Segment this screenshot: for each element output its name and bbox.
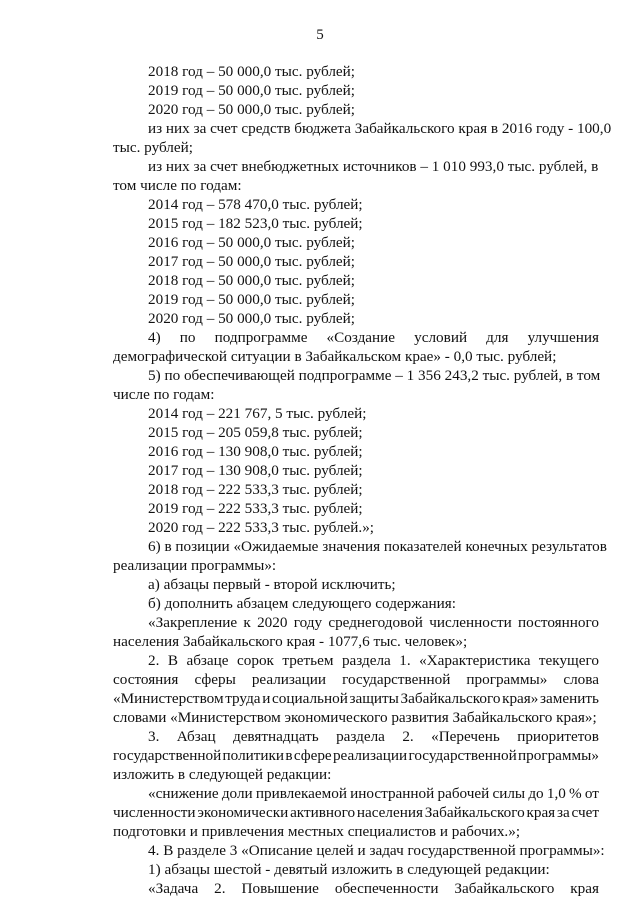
word: реализации	[332, 747, 408, 764]
paragraph-line: 2016 год – 50 000,0 тыс. рублей;	[148, 234, 356, 251]
word: в	[285, 747, 293, 764]
paragraph-line	[0, 651, 599, 670]
word: состояния	[113, 671, 179, 688]
word: третьем	[282, 652, 334, 669]
paragraph-line: реализации программы»:	[113, 557, 277, 574]
word: рабочей	[437, 785, 490, 802]
word: численности	[429, 614, 512, 631]
word: населения	[356, 804, 423, 821]
word: труда	[225, 690, 261, 707]
paragraph-line: 2019 год – 50 000,0 тыс. рублей;	[148, 291, 356, 308]
paragraph-line: 2014 год – 221 767, 5 тыс. рублей;	[148, 405, 367, 422]
paragraph-line: б) дополнить абзацем следующего содержания:	[148, 595, 456, 612]
paragraph-line: 6) в позиции «Ожидаемые значения показателей конечных результатов	[148, 538, 607, 555]
paragraph-line: 2016 год – 130 908,0 тыс. рублей;	[148, 443, 363, 460]
word: В	[167, 652, 178, 669]
paragraph-line	[0, 328, 599, 347]
word: социальной	[272, 690, 348, 707]
word: государственной	[342, 671, 451, 688]
word: Забайкальского	[454, 880, 555, 897]
paragraph-line: 2017 год – 50 000,0 тыс. рублей;	[148, 253, 356, 270]
word: обеспеченности	[334, 880, 439, 897]
word: слова	[563, 671, 599, 688]
word: по	[179, 329, 196, 346]
word: 2.	[148, 652, 160, 669]
word: численности	[113, 804, 196, 821]
word: «Закрепление	[148, 614, 238, 631]
word: привлекаемой	[255, 785, 347, 802]
paragraph-line	[0, 727, 599, 746]
word: до	[528, 785, 544, 802]
paragraph-line: том числе по годам:	[113, 177, 242, 194]
paragraph-line: подготовки и привлечения местных специалистов и рабочих.»;	[113, 823, 521, 840]
word: заменить	[540, 690, 599, 707]
word: счет	[571, 804, 599, 821]
page-number: 5	[316, 27, 324, 43]
paragraph-line: 2018 год – 50 000,0 тыс. рублей;	[148, 272, 356, 289]
word: к	[243, 614, 251, 631]
paragraph-line: 4. В разделе 3 «Описание целей и задач государственной программы»:	[148, 842, 605, 859]
word: 4)	[148, 329, 161, 346]
word: «Задача	[148, 880, 199, 897]
word: 2020	[257, 614, 288, 631]
word: 1,0	[546, 785, 566, 802]
paragraph-line	[0, 613, 599, 632]
paragraph-line: из них за счет внебюджетных источников – 1 010 993,0 тыс. рублей, в	[148, 158, 599, 175]
word: условий	[414, 329, 468, 346]
word: государственной	[113, 747, 222, 764]
word: края	[526, 804, 556, 821]
word: 2.	[214, 880, 226, 897]
paragraph-line: 2014 год – 578 470,0 тыс. рублей;	[148, 196, 363, 213]
paragraph-line: а) абзацы первый - второй исключить;	[148, 576, 396, 593]
word: «Характеристика	[419, 652, 531, 669]
word: улучшения	[527, 329, 599, 346]
word: Повышение	[241, 880, 319, 897]
paragraph-line	[0, 670, 599, 689]
paragraph-line: населения Забайкальского края - 1077,6 тыс. человек»;	[113, 633, 468, 650]
word: иностранной	[350, 785, 435, 802]
paragraph-line: 2018 год – 50 000,0 тыс. рублей;	[148, 63, 356, 80]
word: государственной	[408, 747, 517, 764]
paragraph-line	[0, 746, 599, 765]
word: силы	[492, 785, 526, 802]
paragraph-line: 2018 год – 222 533,3 тыс. рублей;	[148, 481, 363, 498]
word: раздела	[336, 728, 385, 745]
word: программы»	[466, 671, 548, 688]
word: «Перечень	[431, 728, 500, 745]
word: за	[556, 804, 570, 821]
word: девятнадцать	[232, 728, 319, 745]
word: края	[570, 880, 599, 897]
word: от	[584, 785, 599, 802]
paragraph-line	[0, 784, 599, 803]
paragraph-line: 2019 год – 50 000,0 тыс. рублей;	[148, 82, 356, 99]
paragraph-line: 2019 год – 222 533,3 тыс. рублей;	[148, 500, 363, 517]
word: «Создание	[326, 329, 396, 346]
paragraph-line: числе по годам:	[113, 386, 215, 403]
word: Абзац	[176, 728, 216, 745]
word: для	[486, 329, 509, 346]
word: активного	[290, 804, 356, 821]
word: постоянного	[518, 614, 599, 631]
paragraph-line: словами «Министерством экономического развития Забайкальского края»;	[113, 709, 597, 726]
word: «Министерством	[113, 690, 224, 707]
word: раздела	[341, 652, 391, 669]
word: сорок	[237, 652, 274, 669]
paragraph-line: 2015 год – 182 523,0 тыс. рублей;	[148, 215, 363, 232]
word: подпрограмме	[214, 329, 308, 346]
word: Забайкальского	[400, 690, 501, 707]
paragraph-line: 2015 год – 205 059,8 тыс. рублей;	[148, 424, 363, 441]
word: защиты	[349, 690, 399, 707]
word: текущего	[538, 652, 599, 669]
paragraph-line: 1) абзацы шестой - девятый изложить в следующей редакции:	[148, 861, 550, 878]
paragraph-line	[0, 689, 599, 708]
paragraph-line: 2020 год – 222 533,3 тыс. рублей.»;	[148, 519, 375, 536]
paragraph-line	[0, 879, 599, 898]
word: доли	[221, 785, 253, 802]
word: края»	[502, 690, 539, 707]
word: году	[293, 614, 323, 631]
word: программы»	[518, 747, 599, 764]
paragraph-line: из них за счет средств бюджета Забайкальского края в 2016 году - 100,0	[148, 120, 612, 137]
paragraph-line: 2017 год – 130 908,0 тыс. рублей;	[148, 462, 363, 479]
word: 1.	[399, 652, 411, 669]
paragraph-line	[0, 803, 599, 822]
paragraph-line: демографической ситуации в Забайкальском крае» - 0,0 тыс. рублей;	[113, 348, 557, 365]
paragraph-line: тыс. рублей;	[113, 139, 193, 156]
word: и	[262, 690, 271, 707]
word: 3.	[148, 728, 160, 745]
word: экономически	[197, 804, 289, 821]
paragraph-line: 2020 год – 50 000,0 тыс. рублей;	[148, 310, 356, 327]
word: сфере	[293, 747, 332, 764]
word: абзаце	[186, 652, 229, 669]
word: сферы	[194, 671, 236, 688]
word: %	[569, 785, 582, 802]
word: Забайкальского	[424, 804, 525, 821]
word: реализации	[251, 671, 327, 688]
word: политики	[222, 747, 285, 764]
paragraph-line: изложить в следующей редакции:	[113, 766, 332, 783]
word: приоритетов	[517, 728, 599, 745]
word: 2.	[402, 728, 414, 745]
paragraph-line: 5) по обеспечивающей подпрограмме – 1 356 243,2 тыс. рублей, в том	[148, 367, 601, 384]
word: среднегодовой	[328, 614, 423, 631]
paragraph-line: 2020 год – 50 000,0 тыс. рублей;	[148, 101, 356, 118]
word: «снижение	[148, 785, 219, 802]
